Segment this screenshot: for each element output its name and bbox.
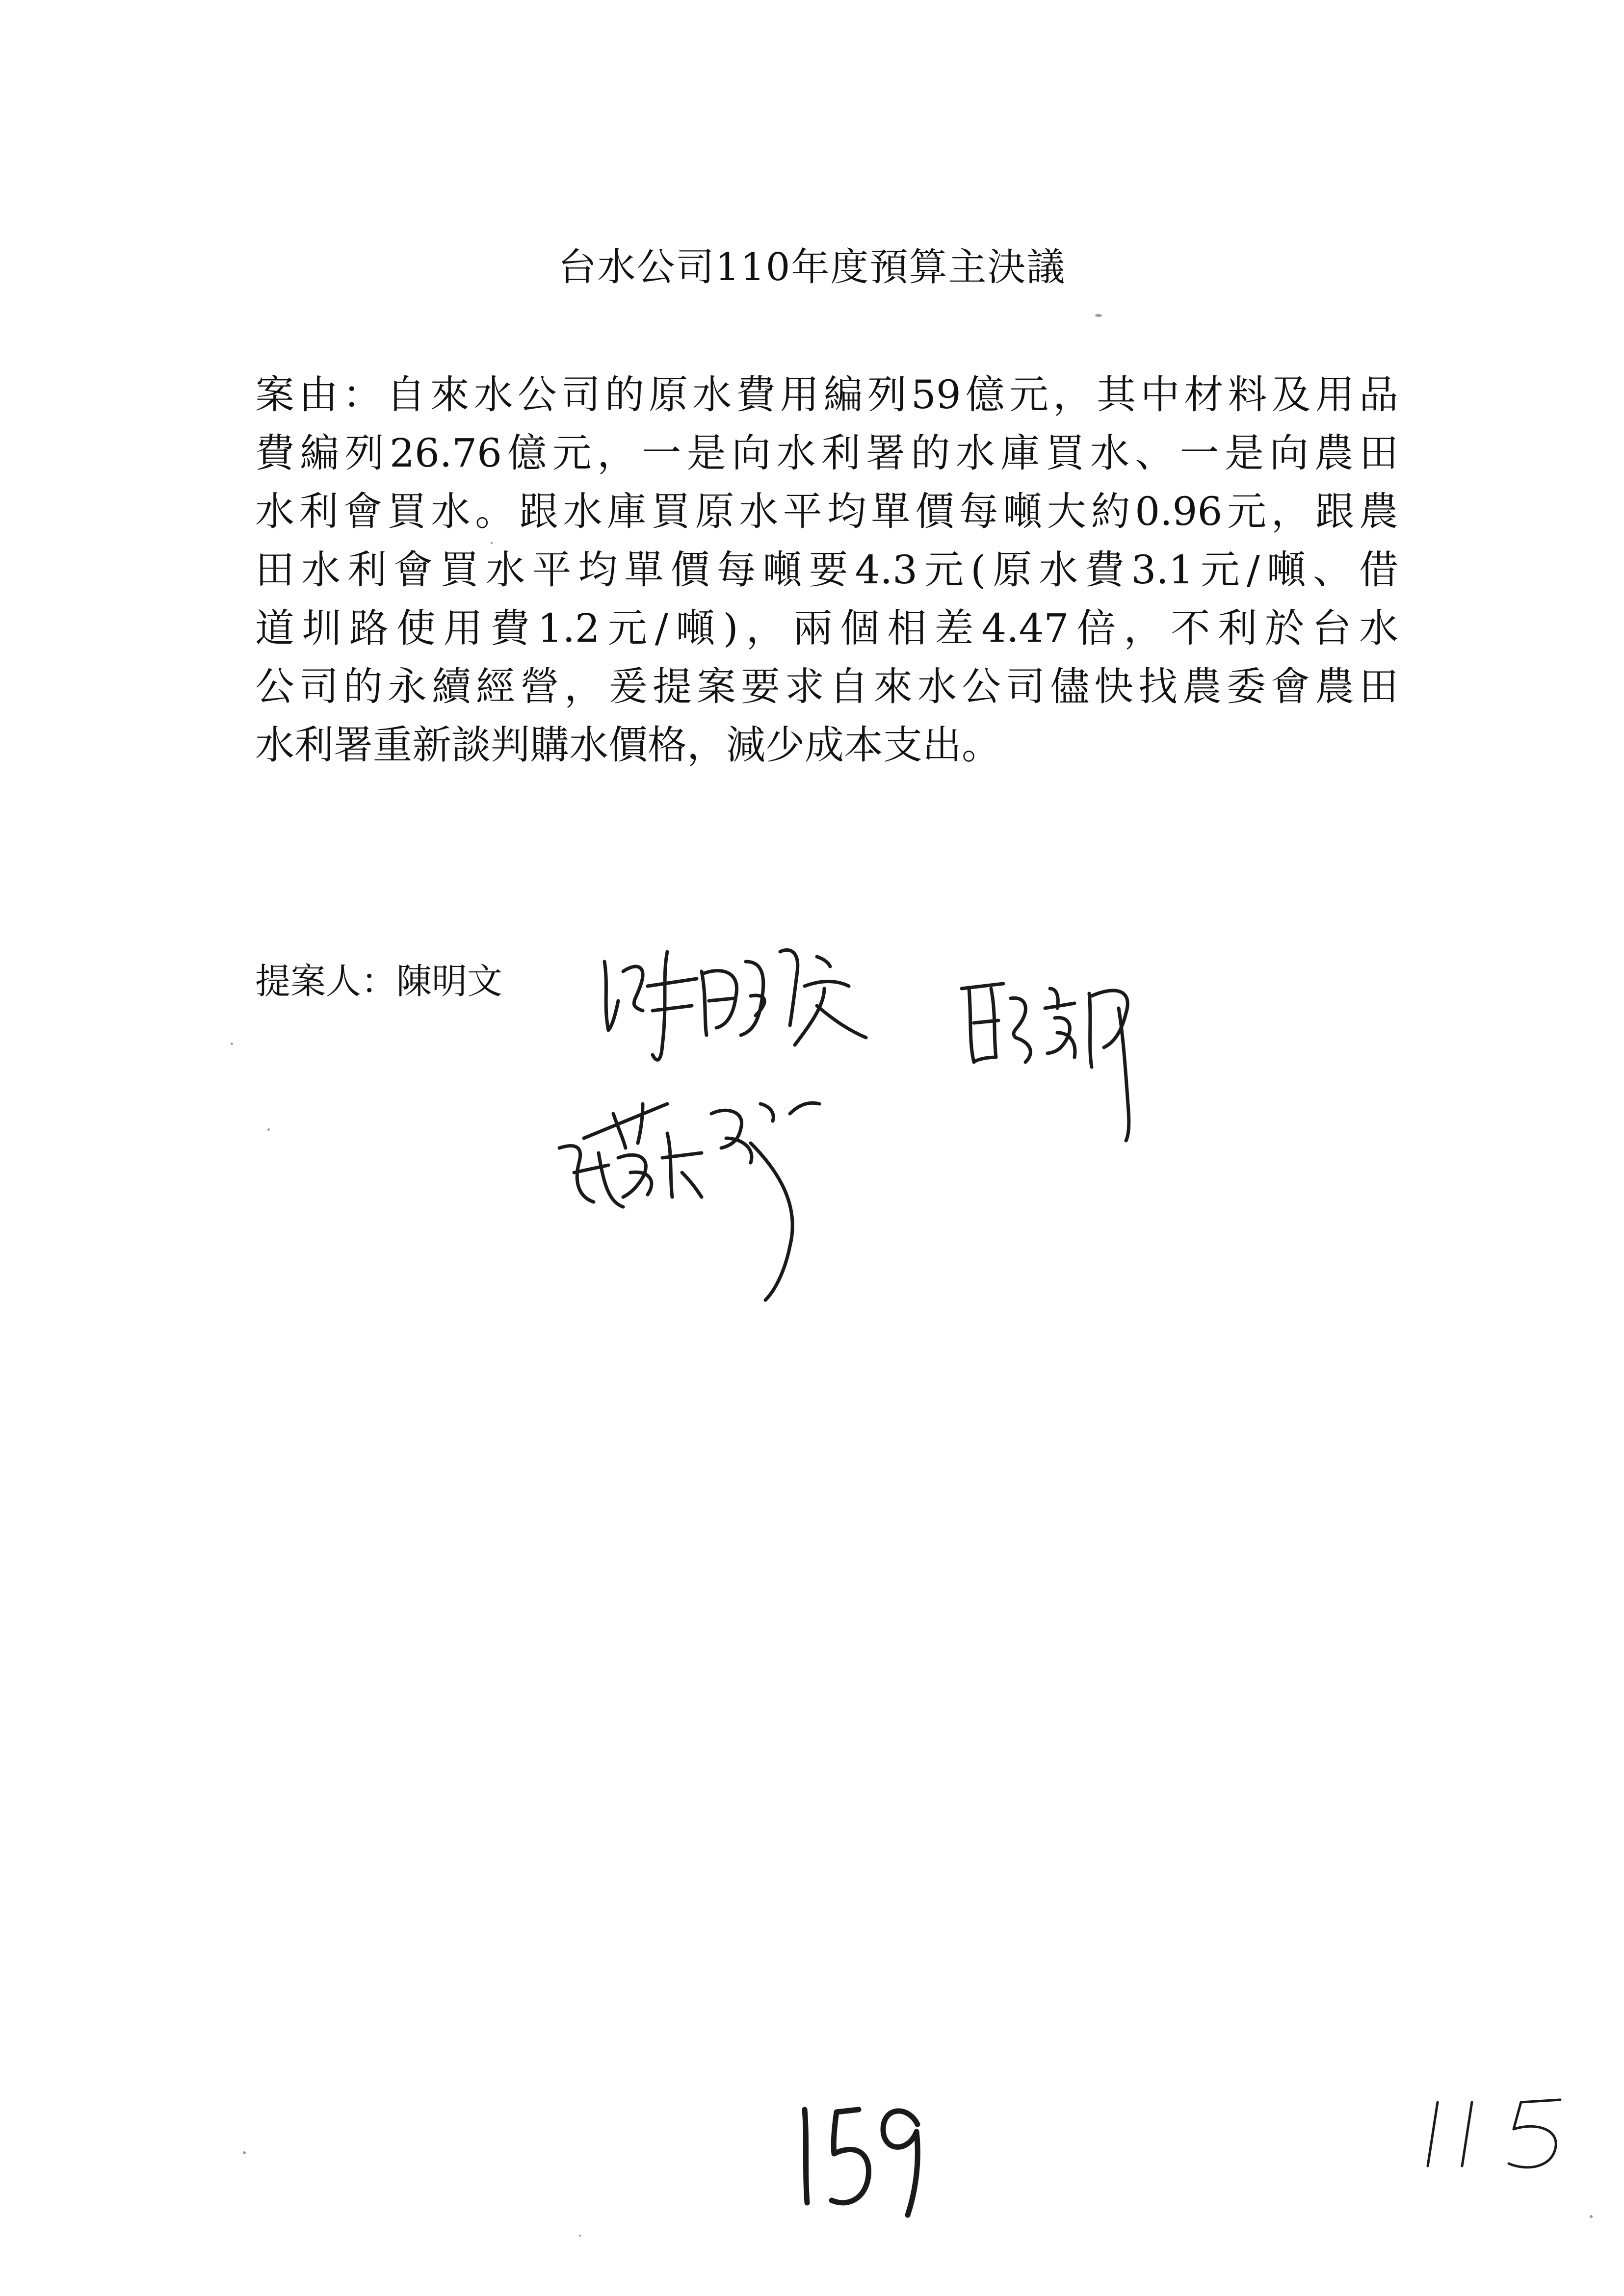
page-number	[785, 2095, 932, 2224]
scan-speck	[1590, 2215, 1593, 2218]
body-line-7: 水利署重新談判購水價格，減少成本支出。	[255, 722, 1001, 768]
signature-3	[545, 1084, 839, 1320]
scan-speck	[1095, 314, 1102, 317]
page-number-alt	[1418, 2092, 1575, 2183]
document-title: 台水公司110年度預算主決議	[558, 245, 1066, 289]
body-line-2: 費編列26.76億元，一是向水利署的水庫買水、一是向農田	[255, 430, 1398, 476]
signature-2	[957, 969, 1168, 1146]
scan-speck	[243, 2151, 246, 2154]
proposer-label: 提案人：陳明文	[255, 961, 503, 1002]
signature-1	[594, 932, 868, 1079]
document-body	[255, 365, 1398, 774]
body-line-5: 道圳路使用費1.2元/噸)，兩個相差4.47倍，不利於台水	[255, 605, 1398, 651]
body-line-4: 田水利會買水平均單價每噸要4.3元(原水費3.1元/噸、借	[255, 547, 1398, 593]
scan-speck	[579, 2235, 581, 2237]
body-line-1: 案由：自來水公司的原水費用編列59億元，其中材料及用品	[255, 372, 1398, 417]
scan-speck	[231, 1043, 233, 1045]
body-line-3: 水利會買水。跟水庫買原水平均單價每噸大約0.96元，跟農	[255, 489, 1398, 534]
body-line-6: 公司的永續經營，爰提案要求自來水公司儘快找農委會農田	[255, 664, 1398, 709]
scan-speck	[267, 1128, 270, 1131]
scan-speck	[491, 542, 493, 544]
